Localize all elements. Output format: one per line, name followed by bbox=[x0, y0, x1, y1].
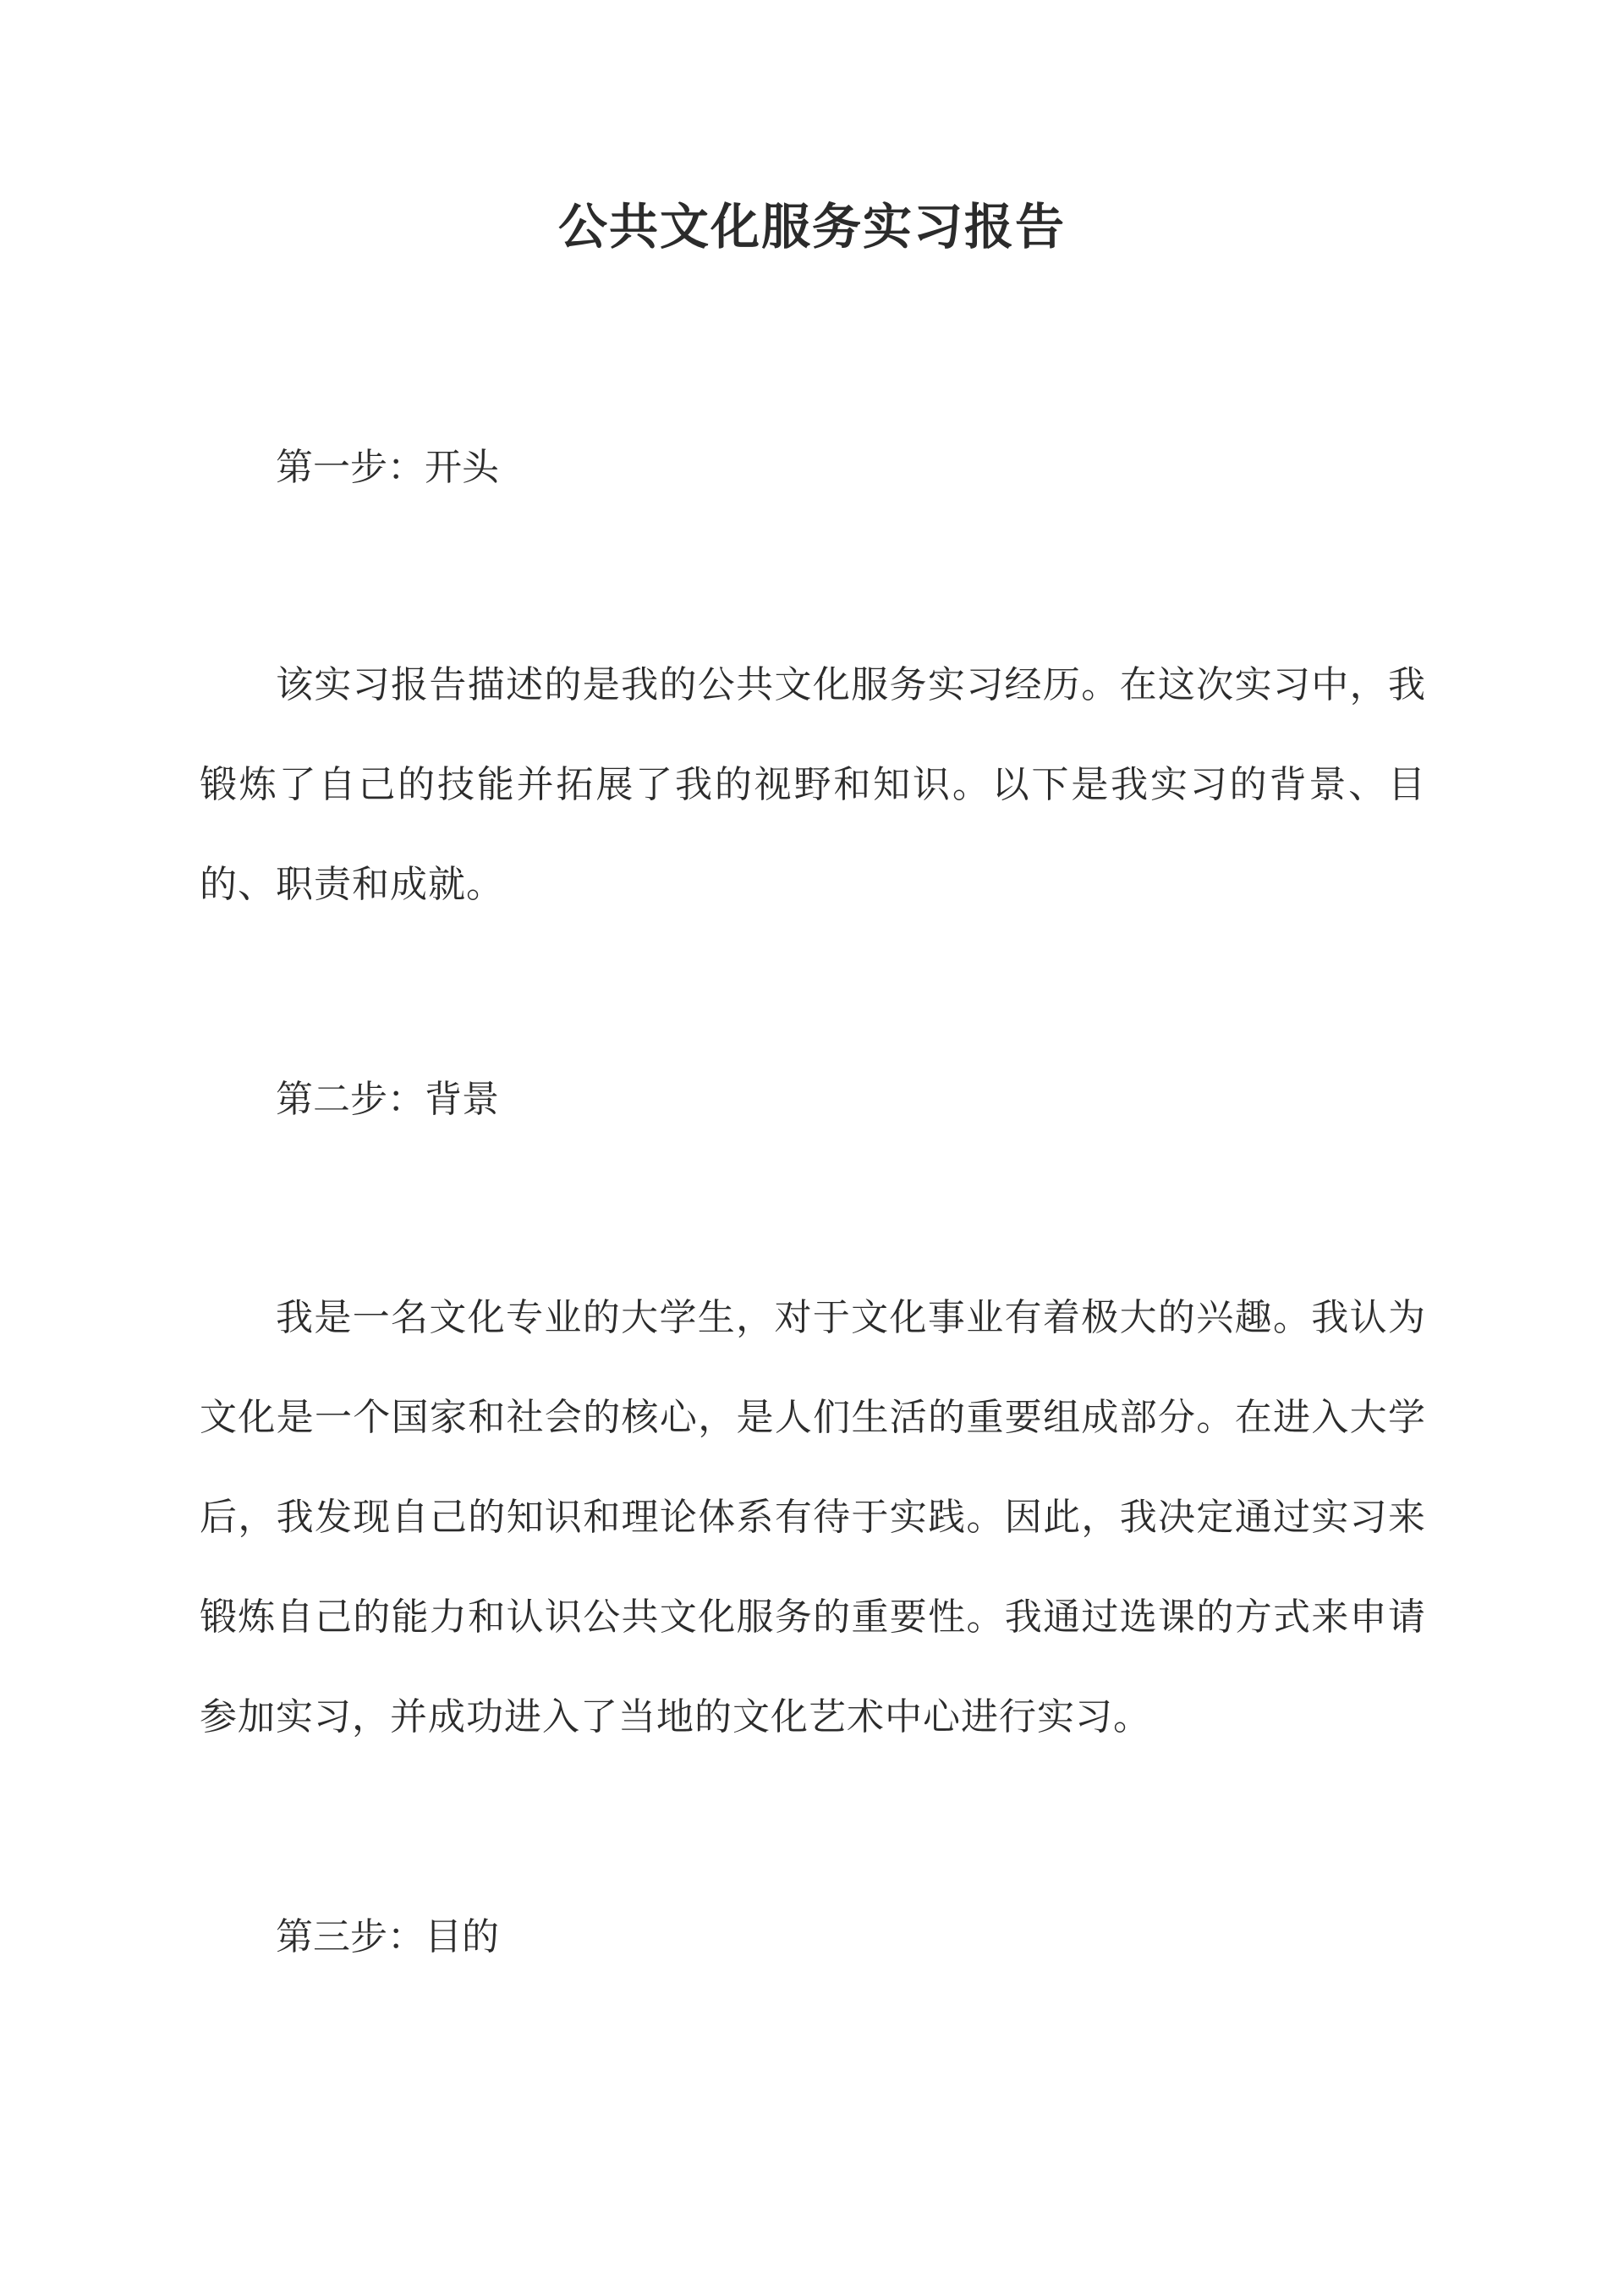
section-heading-3: 第三步：目的 bbox=[276, 1915, 499, 1958]
section-paragraph-2: 我是一名文化专业的大学生，对于文化事业有着极大的兴趣。我认为文化是一个国家和社会的核心，是人们生活的重要组成部分。在进入大学后，我发现自己的知识和理论体系有待于实践。因此，我决定通过实习来锻炼自己的能力和认识公共文化服务的重要性。我通过选课的方式来申请参加实习，并成功进入了当地的文化艺术中心进行实习。 bbox=[200, 1296, 1426, 1738]
section-paragraph-1: 该实习报告描述的是我的公共文化服务实习经历。在这次实习中，我锻炼了自己的技能并拓展了我的视野和知识。以下是我实习的背景、目的、职责和成就。 bbox=[200, 663, 1426, 906]
section-heading-2: 第二步：背景 bbox=[276, 1078, 499, 1121]
page-title: 公共文化服务实习报告 bbox=[557, 198, 1066, 255]
section-heading-1: 第一步：开头 bbox=[276, 446, 499, 489]
